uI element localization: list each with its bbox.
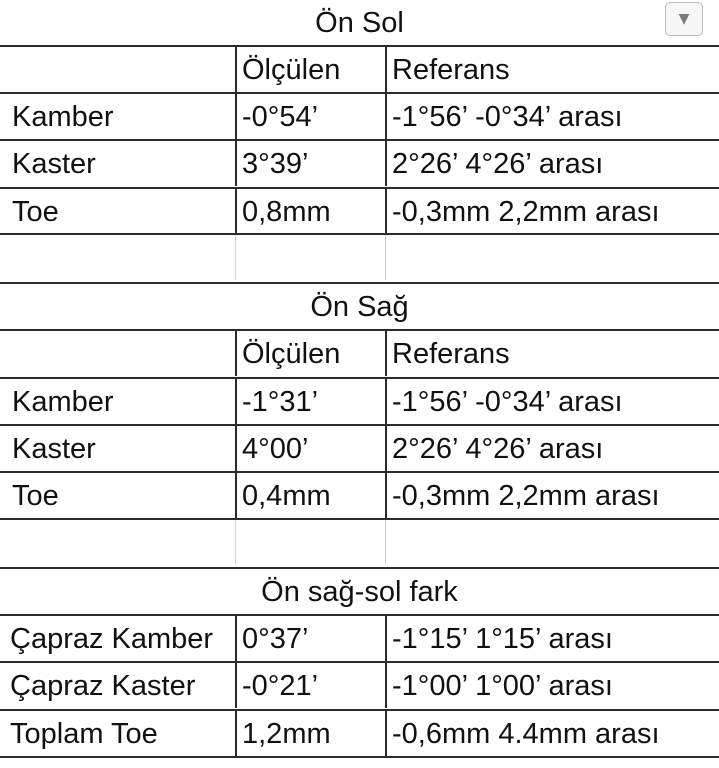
measured-value[interactable]: 1,2mm xyxy=(235,711,385,756)
row-label[interactable]: Kamber xyxy=(12,386,114,418)
header-reference[interactable]: Referans xyxy=(385,331,719,376)
reference-value[interactable]: -1°15’ 1°15’ arası xyxy=(385,616,719,661)
table-row xyxy=(0,187,719,234)
header-measured[interactable]: Ölçülen xyxy=(235,47,385,92)
empty-row xyxy=(0,233,719,280)
section-title[interactable]: Ön Sağ xyxy=(310,291,409,323)
row-label[interactable]: Kaster xyxy=(12,433,96,465)
reference-value[interactable]: 2°26’ 4°26’ arası xyxy=(385,141,719,186)
table-row xyxy=(0,661,719,708)
section-title-row xyxy=(0,567,719,614)
reference-value[interactable]: -0,3mm 2,2mm arası xyxy=(385,189,719,234)
reference-value[interactable]: -1°56’ -0°34’ arası xyxy=(385,379,719,424)
measured-value[interactable]: 0,4mm xyxy=(235,473,385,518)
chevron-down-icon: ▼ xyxy=(678,11,690,27)
header-reference[interactable]: Referans xyxy=(385,47,719,92)
measured-value[interactable]: 0°37’ xyxy=(235,616,385,661)
table-row xyxy=(0,709,719,758)
measured-value[interactable]: -1°31’ xyxy=(235,379,385,424)
table-row xyxy=(0,471,719,518)
header-row xyxy=(0,329,719,376)
measured-value[interactable]: -0°54’ xyxy=(235,94,385,139)
reference-value[interactable]: -1°56’ -0°34’ arası xyxy=(385,94,719,139)
row-label[interactable]: Çapraz Kamber xyxy=(10,623,214,655)
empty-cell[interactable] xyxy=(235,235,385,280)
measured-value[interactable]: 0,8mm xyxy=(235,189,385,234)
section-title-row xyxy=(0,282,719,329)
table-row xyxy=(0,139,719,186)
row-label[interactable]: Çapraz Kaster xyxy=(10,670,196,702)
row-label[interactable]: Kamber xyxy=(12,101,114,133)
header-empty-cell[interactable] xyxy=(0,47,235,92)
row-label[interactable]: Toe xyxy=(12,196,59,228)
row-label[interactable]: Kaster xyxy=(12,148,96,180)
reference-value[interactable]: 2°26’ 4°26’ arası xyxy=(385,426,719,471)
table-row xyxy=(0,92,719,139)
table-row xyxy=(0,614,719,661)
empty-cell[interactable] xyxy=(235,520,385,565)
reference-value[interactable]: -0,6mm 4.4mm arası xyxy=(385,711,719,756)
empty-cell[interactable] xyxy=(0,235,235,280)
section-title[interactable]: Ön sağ-sol fark xyxy=(261,576,458,608)
empty-cell[interactable] xyxy=(0,520,235,565)
empty-cell[interactable] xyxy=(385,235,719,280)
section-title-row xyxy=(0,0,719,47)
section-title[interactable]: Ön Sol xyxy=(315,7,404,39)
measured-value[interactable]: 4°00’ xyxy=(235,426,385,471)
header-empty-cell[interactable] xyxy=(0,331,235,376)
reference-value[interactable]: -0,3mm 2,2mm arası xyxy=(385,473,719,518)
header-measured[interactable]: Ölçülen xyxy=(235,331,385,376)
row-label[interactable]: Toplam Toe xyxy=(10,718,158,750)
header-row xyxy=(0,45,719,92)
row-label[interactable]: Toe xyxy=(12,480,59,512)
empty-row xyxy=(0,518,719,565)
empty-cell[interactable] xyxy=(385,520,719,565)
table-row xyxy=(0,424,719,471)
measured-value[interactable]: -0°21’ xyxy=(235,663,385,708)
measured-value[interactable]: 3°39’ xyxy=(235,141,385,186)
reference-value[interactable]: -1°00’ 1°00’ arası xyxy=(385,663,719,708)
table-row xyxy=(0,377,719,424)
filter-dropdown-button[interactable] xyxy=(665,2,703,36)
